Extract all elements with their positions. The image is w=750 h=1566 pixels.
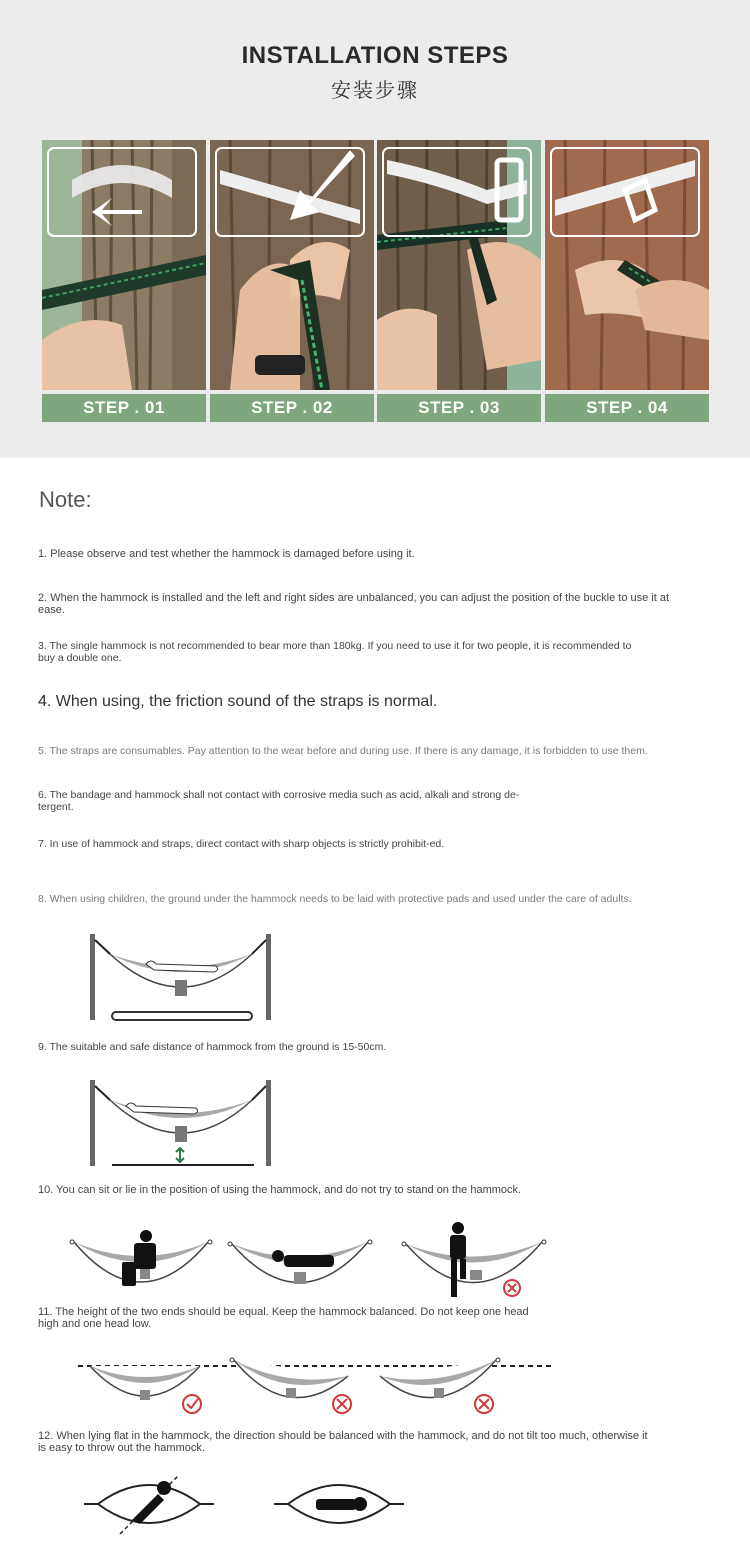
step-card-3 (377, 140, 541, 422)
note-1: 1. Please observe and test whether the hammock is damaged before using it. (38, 548, 415, 560)
note-8: 8. When using children, the ground under the hammock needs to be laid with protective pads and used under the care of adults. (38, 893, 632, 905)
step-label-1: STEP . 01 (42, 394, 206, 422)
installation-title-cn: 安装步骤 (331, 78, 419, 102)
note-5: 5. The straps are consumables. Pay attention to the wear before and during use. If there is any damage, it is forbidden to use them. (38, 745, 648, 757)
step-label-4: STEP . 04 (545, 394, 709, 422)
hammock-stand-figure (402, 1222, 546, 1297)
notes-title: Note: (39, 487, 92, 512)
step-card-2 (210, 140, 374, 422)
step-label-2: STEP . 02 (210, 394, 374, 422)
tilted-lying-figure (84, 1476, 214, 1534)
note-11: 11. The height of the two ends should be equal. Keep the hammock balanced. Do not keep one head high and one head low. (38, 1306, 529, 1331)
step-card-1 (42, 140, 206, 422)
lying-direction-illustration (84, 1474, 410, 1536)
note-10: 10. You can sit or lie in the position of using the hammock, and do not try to stand on the hammock. (38, 1184, 522, 1196)
installation-title: INSTALLATION STEPS (241, 42, 509, 69)
note-4: 4. When using, the friction sound of the straps is normal. (38, 693, 438, 710)
check-mark-icon (183, 1395, 201, 1413)
step-photo-2 (210, 140, 374, 390)
note-3: 3. The single hammock is not recommended to bear more than 180kg. If you need to use it for two people, it is recommended to buy a double one. (38, 640, 632, 664)
flat-lying-figure (274, 1485, 404, 1523)
step-label-3: STEP . 03 (377, 394, 541, 422)
note-12: 12. When lying flat in the hammock, the direction should be balanced with the hammock, and do not tilt too much, otherwise it is easy to throw out the hammock. (38, 1430, 648, 1455)
balanced-hammock (90, 1366, 201, 1413)
hammock-distance-illustration (86, 1076, 280, 1170)
step-photo-4 (545, 140, 709, 390)
hammock-pad-illustration (86, 930, 280, 1024)
balance-illustration (78, 1356, 554, 1418)
step-photo-3 (377, 140, 541, 390)
installation-section (0, 0, 750, 458)
note-7: 7. In use of hammock and straps, direct contact with sharp objects is strictly prohibit-ed. (38, 838, 445, 850)
step-photo-1 (42, 140, 206, 390)
hammock-lie-figure (228, 1240, 372, 1284)
note-6: 6. The bandage and hammock shall not contact with corrosive media such as acid, alkali and strong de-tergent. (38, 789, 520, 813)
sit-lie-stand-illustration (68, 1222, 552, 1300)
hammock-sit-figure (70, 1230, 212, 1286)
step-card-4 (545, 140, 709, 422)
note-9: 9. The suitable and safe distance of hammock from the ground is 15-50cm. (38, 1041, 387, 1053)
note-2: 2. When the hammock is installed and the left and right sides are unbalanced, you can adjust the position of the buckle to use it at ease. (38, 592, 670, 617)
